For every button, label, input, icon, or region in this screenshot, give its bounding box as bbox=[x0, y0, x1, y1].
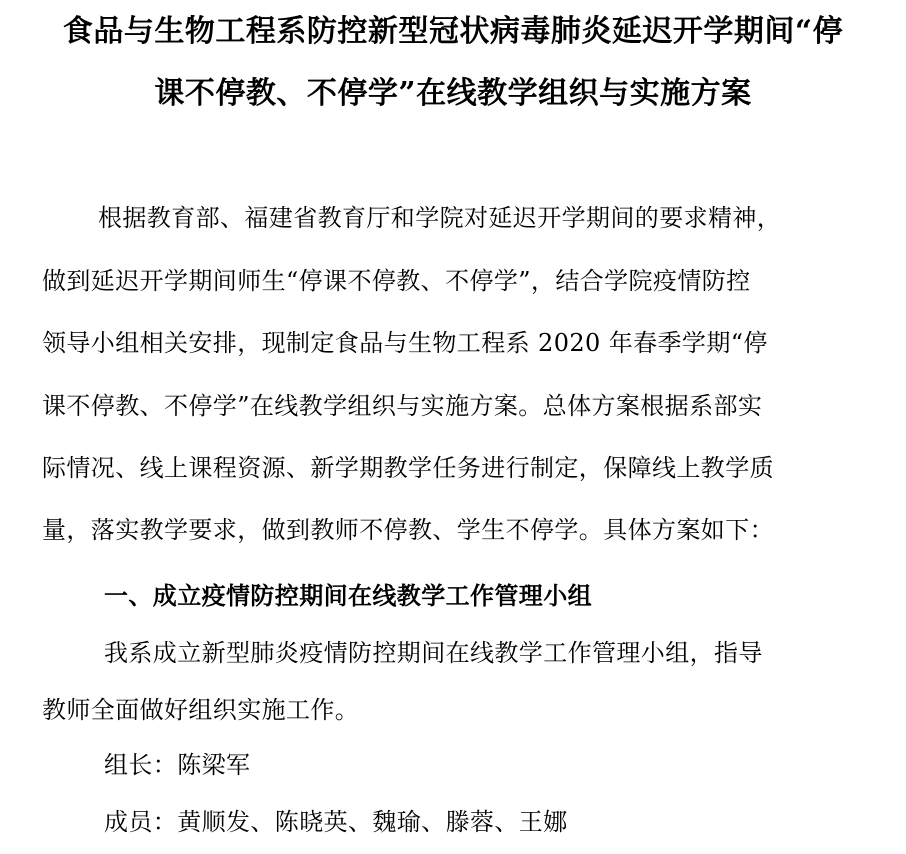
document-title-line-2: 课不停教、不停学”在线教学组织与实施方案 bbox=[154, 76, 752, 111]
section-1-line-2: 教师全面做好组织实施工作。 bbox=[42, 696, 360, 724]
intro-line-5: 际情况、线上课程资源、新学期教学任务进行制定，保障线上教学质 bbox=[42, 454, 774, 482]
section-1-heading: 一、成立疫情防控期间在线教学工作管理小组 bbox=[104, 581, 592, 610]
group-members: 成员：黄顺发、陈晓英、魏瑜、滕蓉、王娜 bbox=[104, 808, 568, 836]
group-leader: 组长：陈梁军 bbox=[104, 751, 251, 779]
intro-line-2: 做到延迟开学期间师生“停课不停教、不停学”，结合学院疫情防控 bbox=[42, 267, 751, 295]
intro-line-4: 课不停教、不停学”在线教学组织与实施方案。总体方案根据系部实 bbox=[42, 392, 763, 420]
intro-line-6: 量，落实教学要求，做到教师不停教、学生不停学。具体方案如下： bbox=[42, 516, 774, 544]
intro-line-1: 根据教育部、福建省教育厅和学院对延迟开学期间的要求精神， bbox=[98, 204, 782, 232]
section-1-line-1: 我系成立新型肺炎疫情防控期间在线教学工作管理小组，指导 bbox=[104, 639, 763, 667]
intro-line-3: 领导小组相关安排，现制定食品与生物工程系 2020 年春季学期“停 bbox=[42, 329, 768, 357]
document-title-line-1: 食品与生物工程系防控新型冠状病毒肺炎延迟开学期间“停 bbox=[62, 14, 844, 49]
